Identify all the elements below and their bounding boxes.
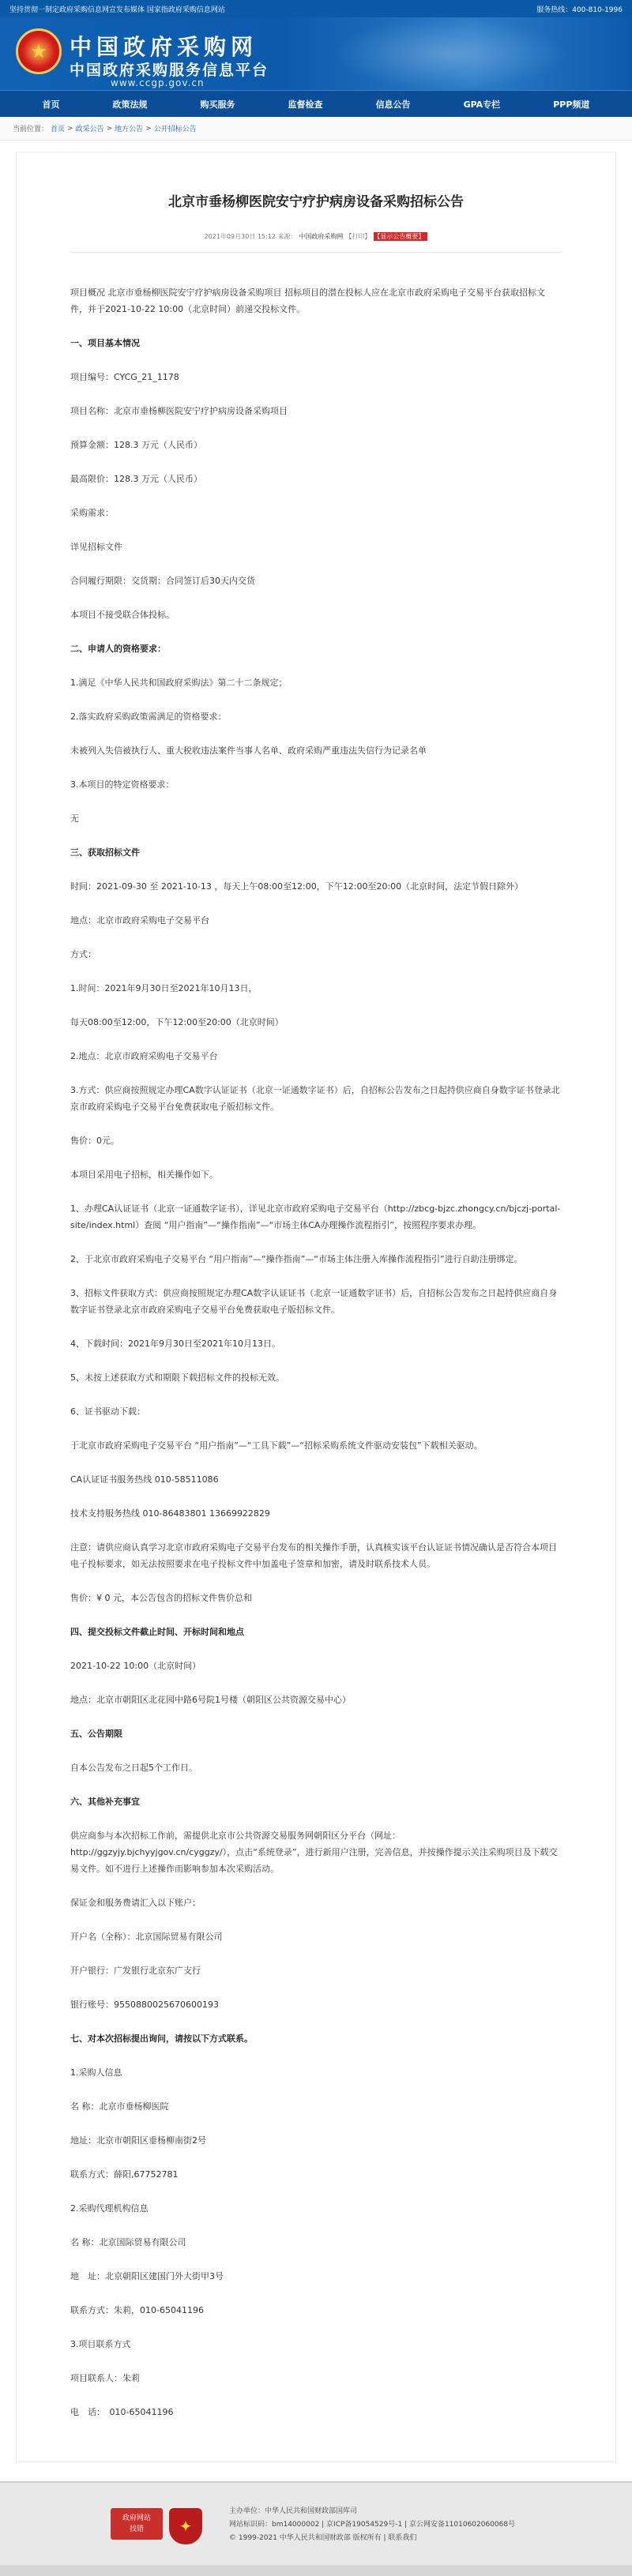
article-paragraph: 项目名称：北京市垂杨柳医院安宁疗护病房设备采购项目	[70, 406, 288, 416]
national-emblem-icon: ★	[16, 28, 62, 74]
article-paragraph: 售价：0元。	[70, 1136, 119, 1146]
article-paragraph: 3.方式：供应商按照规定办理CA数字认证证书（北京一证通数字证书）后，自招标公告发布之日起持供应商自身数字证书登录北京市政府采购电子交易平台免费获取电子版招标文件。	[70, 1085, 560, 1112]
breadcrumb	[0, 117, 632, 141]
badge-line: 找错	[129, 2525, 144, 2533]
section-heading: 一、项目基本情况	[70, 338, 140, 348]
article-paragraph: 供应商参与本次招标工作前，需提供北京市公共资源交易服务网朝阳区分平台（网址：http://ggzyjy.bjchyyjgov.cn/cyggzy/），点击“系统登录”，进行新用户注册，完善信息，并按操作提示关注采购项目及下载交易文件。如不进行上述操作而影响参加本次采购活动。	[70, 1831, 558, 1874]
nav-home[interactable]: 首页	[42, 99, 60, 110]
section-heading: 四、提交投标文件截止时间、开标时间和地点	[70, 1627, 244, 1637]
article-paragraph: 1.满足《中华人民共和国政府采购法》第二十二条规定；	[70, 678, 288, 688]
breadcrumb-prefix: 当前位置：	[13, 126, 49, 133]
article-paragraph: 方式：	[70, 949, 96, 959]
article-date: 2021年09月30日 15:12 来源：	[204, 233, 297, 240]
article-paragraph: 地 址：北京朝阳区建国门外大街甲3号	[70, 2271, 224, 2281]
article-paragraph: 技术支持服务热线 010-86483801 13669922829	[70, 1508, 270, 1519]
article-paragraph: 项目编号：CYCG_21_1178	[70, 372, 179, 382]
article-meta	[70, 232, 562, 253]
article-paragraph: 2.地点：北京市政府采购电子交易平台	[70, 1051, 218, 1061]
article-paragraph: 于北京市政府采购电子交易平台 “用户指南”—“工具下载”—“招标采购系统文件驱动安装包”下载相关驱动。	[70, 1440, 483, 1451]
article-paragraph: 1、办理CA认证证书（北京一证通数字证书），详见北京市政府采购电子交易平台（http://zbcg-bjzc.zhongcy.cn/bjczj-portal-site/index.html）查阅 “用户指南”—“操作指南”—“市场主体CA办理操作流程指引”，按照程序要求办理。	[70, 1204, 561, 1230]
breadcrumb-local[interactable]: 地方公告	[115, 126, 144, 133]
article-paragraph: 每天08:00至12:00，下午12:00至20:00（北京时间）	[70, 1017, 284, 1027]
article-paragraph: 联系方式：薛阳,67752781	[70, 2169, 179, 2180]
article-container	[16, 152, 616, 2462]
main-nav	[0, 90, 632, 117]
breadcrumb-home[interactable]: 首页	[51, 126, 66, 133]
nav-purchase-services[interactable]: 购买服务	[200, 99, 235, 110]
site-footer	[0, 2481, 632, 2576]
article-paragraph: CA认证证书服务热线 010-58511086	[70, 1474, 219, 1485]
article-paragraph: 1.时间：2021年9月30日至2021年10月13日，	[70, 983, 258, 993]
article-source: 中国政府采购网	[299, 233, 344, 240]
badge-line: 政府网站	[122, 2514, 151, 2522]
article-paragraph: 3、招标文件获取方式：供应商按照规定办理CA数字认证证书（北京一证通数字证书）后，自招标公告发布之日起持供应商自身数字证书登录北京市政府采购电子交易平台免费获取电子版招标文件。	[70, 1288, 558, 1315]
article-paragraph: 3.项目联系方式	[70, 2339, 131, 2349]
article-paragraph: 合同履行期限：交货期：合同签订后30天内交货	[70, 576, 255, 586]
article-paragraph: 开户名（全称）：北京国际贸易有限公司	[70, 1932, 223, 1942]
footer-info	[229, 2505, 515, 2545]
article-paragraph: 2021-10-22 10:00（北京时间）	[70, 1661, 201, 1671]
article-paragraph: 4、下载时间：2021年9月30日至2021年10月13日。	[70, 1339, 280, 1349]
header-glow	[332, 17, 569, 90]
article-paragraph: 无	[70, 813, 79, 824]
gov-site-error-badge[interactable]	[111, 2508, 163, 2540]
article-paragraph: 联系方式：朱莉，010-65041196	[70, 2305, 204, 2315]
footer-line-sponsor: 主办单位：中华人民共和国财政部国库司	[229, 2507, 358, 2515]
breadcrumb-announcements[interactable]: 政采公告	[75, 126, 104, 133]
article-paragraph: 1.采购人信息	[70, 2067, 122, 2078]
article-paragraph: 本项目不接受联合体投标。	[70, 610, 175, 620]
article-paragraph: 2、于北京市政府采购电子交易平台 “用户指南”—“操作指南”—“市场主体注册入库操作流程指引”进行自助注册绑定。	[70, 1254, 523, 1264]
section-heading: 五、公告期限	[70, 1729, 122, 1739]
nav-gpa[interactable]: GPA专栏	[463, 99, 501, 110]
nav-announcements[interactable]: 信息公告	[375, 99, 411, 110]
article-paragraph: 预算金额：128.3 万元（人民币）	[70, 440, 202, 450]
article-paragraph: 银行账号：9550880025670600193	[70, 2000, 219, 2010]
top-bar	[0, 0, 632, 17]
article-paragraph: 3.本项目的特定资格要求：	[70, 779, 175, 790]
site-url: www.ccgp.gov.cn	[111, 77, 205, 88]
article-paragraph: 未被列入失信被执行人、重大税收违法案件当事人名单、政府采购严重违法失信行为记录名单	[70, 745, 427, 756]
article-paragraph: 售价：¥ 0 元，本公告包含的招标文件售价总和	[70, 1593, 252, 1603]
top-bar-left-text: 坚持贯彻一制定政府采购信息网宣发布媒体 国家指政府采购信息网站	[9, 6, 225, 14]
article-paragraph: 注意：请供应商认真学习北京市政府采购电子交易平台发布的相关操作手册，认真核实该平台认证证书情况确认是否符合本项目电子投标要求，如无法按照要求在电子投标文件中加盖电子签章和加密，请及时联系技术人员。	[70, 1542, 557, 1569]
section-heading: 六、其他补充事宜	[70, 1797, 140, 1807]
article-paragraph: 2.采购代理机构信息	[70, 2203, 149, 2214]
nav-supervision[interactable]: 监督检查	[288, 99, 323, 110]
footer-line-copyright: © 1999-2021 中华人民共和国财政部 版权所有 | 联系我们	[229, 2534, 417, 2542]
article-paragraph: 电 话： 010-65041196	[70, 2407, 174, 2417]
site-subtitle: 中国政府采购服务信息平台	[70, 62, 269, 79]
nav-policy[interactable]: 政策法规	[112, 99, 148, 110]
article-paragraph: 采购需求：	[70, 508, 114, 518]
article-paragraph: 开户银行：广发银行北京东广支行	[70, 1966, 201, 1976]
article-paragraph: 保证金和服务费请汇入以下账户：	[70, 1898, 201, 1908]
print-link[interactable]: 【打印】	[345, 233, 371, 240]
breadcrumb-current[interactable]: 公开招标公告	[153, 126, 197, 133]
article-paragraph: 地点：北京市政府采购电子交易平台	[70, 915, 209, 926]
site-header	[0, 17, 632, 90]
section-heading: 七、对本次招标提出询问，请按以下方式联系。	[70, 2033, 253, 2044]
footer-line-icp: 网站标识码：bm14000002 | 京ICP备19054529号-1 | 京公网安备11010602060068号	[229, 2521, 516, 2529]
site-title[interactable]: 中国政府采购网	[70, 34, 258, 60]
article-paragraph: 6、证书驱动下载：	[70, 1406, 145, 1417]
article-paragraph: 自本公告发布之日起5个工作日。	[70, 1763, 198, 1773]
article-paragraph: 项目概况 北京市垂杨柳医院安宁疗护病房设备采购项目 招标项目的潜在投标人应在北京市政府采购电子交易平台获取招标文件，并于2021-10-22 10:00（北京时间）前递交投标文件。	[70, 287, 545, 314]
article-paragraph: 项目联系人：朱莉	[70, 2373, 140, 2383]
article-paragraph: 详见招标文件	[70, 542, 122, 552]
party-gov-badge-icon[interactable]: ✦	[169, 2508, 202, 2544]
article-paragraph: 名 称：北京市垂杨柳医院	[70, 2101, 169, 2112]
article-paragraph: 地点：北京市朝阳区北花园中路6号院1号楼（朝阳区公共资源交易中心）	[70, 1695, 351, 1705]
article-paragraph: 5、未按上述获取方式和期限下载招标文件的投标无效。	[70, 1372, 284, 1383]
breadcrumb-separator: >	[67, 124, 73, 133]
article-paragraph: 地址：北京市朝阳区垂杨柳南街2号	[70, 2135, 206, 2146]
article-body	[70, 284, 562, 2420]
service-hotline: 服务热线：400-810-1996	[536, 6, 623, 14]
footer-strip	[0, 2565, 632, 2576]
article-paragraph: 时间：2021-09-30 至 2021-10-13 ，每天上午08:00至12:00，下午12:00至20:00（北京时间，法定节假日除外）	[70, 881, 524, 892]
article-paragraph: 名 称：北京国际贸易有限公司	[70, 2237, 186, 2247]
breadcrumb-separator: >	[106, 124, 113, 133]
section-heading: 三、获取招标文件	[70, 847, 140, 858]
show-summary-button[interactable]: 【显示公告概要】	[374, 232, 427, 241]
article-title: 北京市垂杨柳医院安宁疗护病房设备采购招标公告	[168, 194, 464, 210]
article-paragraph: 2.落实政府采购政策需满足的资格要求：	[70, 712, 227, 722]
section-heading: 二、申请人的资格要求：	[70, 644, 166, 654]
nav-ppp[interactable]: PPP频道	[553, 99, 590, 110]
article-paragraph: 本项目采用电子招标，相关操作如下。	[70, 1170, 218, 1180]
breadcrumb-separator: >	[145, 124, 152, 133]
article-paragraph: 最高限价：128.3 万元（人民币）	[70, 474, 202, 484]
